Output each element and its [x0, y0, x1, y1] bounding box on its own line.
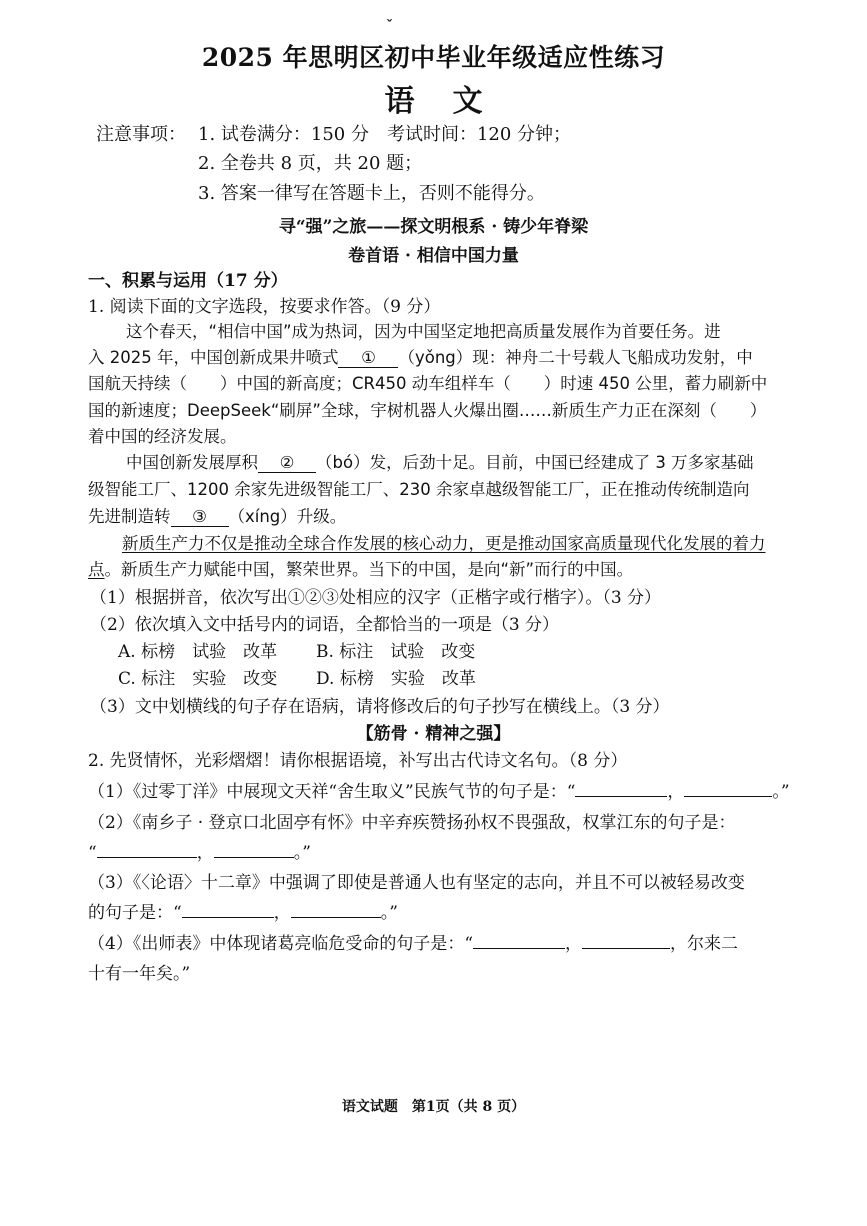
option-a: A. 标榜 试验 改革 — [118, 642, 278, 662]
para3-line2 — [88, 556, 633, 580]
option-d: D. 标榜 实验 改革 — [316, 669, 476, 689]
notes-item-2: 2. 全卷共 8 页，共 20 题； — [198, 153, 423, 174]
poem-item-4-text: （4）《出师表》中体现诸葛亮临危受命的句子是：“ — [88, 934, 474, 954]
page-footer: 语文试题 第1页（共 8 页） — [341, 1099, 526, 1115]
poem-item-2-line1: （2）《南乡子 · 登京口北固亭有怀》中辛弃疾赞扬孙权不畏强敌，权掌江东的句子是： — [88, 813, 736, 833]
part2-heading: 【筋骨 · 精神之强】 — [356, 724, 511, 744]
poem-item-1-text: （1）《过零丁洋》中展现文天祥“舍生取义”民族气节的句子是：“ — [88, 782, 576, 802]
faulty-sentence-end: 点 — [88, 560, 105, 579]
closing-quote: 。” — [772, 782, 790, 802]
question2-stem: 2. 先贤情怀，光彩熠熠！请你根据语境，补写出古代诗文名句。（8 分） — [88, 751, 628, 771]
answer-blank[interactable] — [97, 843, 197, 858]
answer-blank[interactable] — [575, 782, 667, 797]
closing-quote: 。” — [380, 903, 398, 923]
poem-item-4-line1 — [88, 929, 738, 954]
para2-line3 — [88, 503, 346, 527]
poem-item-4-line2: 十有一年矣。” — [88, 964, 191, 984]
para1-line2 — [88, 344, 753, 368]
blank-1: ① — [338, 348, 398, 368]
para2-line3-b: （xíng）升级。 — [228, 507, 347, 526]
para1-line4: 国的新速度；DeepSeek“刷屏”全球，宇树机器人火爆出圈……新质生产力正在深刻（ ） — [88, 401, 767, 420]
para2-line1-b: （bó）发，后劲十足。目前，中国已经建成了 3 万多家基础 — [316, 453, 754, 472]
para2-line2: 级智能工厂、1200 余家先进级智能工厂、230 余家卓越级智能工厂，正在推动传统制造向 — [88, 480, 750, 499]
para1-line5: 着中国的经济发展。 — [88, 427, 237, 446]
para2-line1-a: 中国创新发展厚积 — [126, 453, 258, 472]
top-mark: ˇ — [386, 18, 393, 34]
poem-item-2-line2 — [88, 838, 311, 863]
poem-item-3-line2 — [88, 898, 398, 923]
blank-2: ② — [258, 453, 316, 473]
poem-item-3-line1: （3）《〈论语〉十二章》中强调了即使是普通人也有坚定的志向，并且不可以被轻易改变 — [88, 873, 745, 893]
comma: ， — [667, 782, 685, 802]
answer-blank[interactable] — [182, 903, 274, 918]
para1-line2-a: 入 2025 年，中国创新成果井喷式 — [88, 348, 339, 367]
open-quote: “ — [88, 843, 97, 863]
subquestion-2: （2）依次填入文中括号内的词语，全都恰当的一项是（3 分） — [90, 615, 560, 635]
comma: ， — [273, 903, 291, 923]
para1-line2-b: （yǒng）现：神舟二十号载人飞船成功发射，中 — [398, 348, 753, 367]
para2-line3-a: 先进制造转 — [88, 507, 171, 526]
preface-title: 卷首语 · 相信中国力量 — [348, 246, 519, 266]
section1-heading: 一、积累与运用（17 分） — [88, 271, 288, 291]
notes-item-3: 3. 答案一律写在答题卡上，否则不能得分。 — [198, 183, 545, 204]
notes-item-1: 1. 试卷满分：150 分 考试时间：120 分钟； — [198, 124, 572, 145]
para3-line2-rest: 。新质生产力赋能中国，繁荣世界。当下的中国，是向“新”而行的中国。 — [104, 560, 634, 579]
para1-line1: 这个春天，“相信中国”成为热词，因为中国坚定地把高质量发展作为首要任务。进 — [126, 322, 721, 341]
answer-blank[interactable] — [291, 903, 381, 918]
answer-blank[interactable] — [473, 934, 565, 949]
answer-blank[interactable] — [582, 934, 670, 949]
para2-line1 — [126, 449, 754, 473]
option-b: B. 标注 试验 改变 — [316, 642, 476, 662]
poem-item-4-tail: ，尔来二 — [670, 934, 739, 954]
comma: ， — [196, 843, 214, 863]
faulty-sentence-line1: 新质生产力不仅是推动全球合作发展的核心动力，更是推动国家高质量现代化发展的着力 — [122, 534, 766, 553]
subquestion-1: （1）根据拼音，依次写出①②③处相应的汉字（正楷字或行楷字）。（3 分） — [90, 588, 662, 608]
exam-title: 2025 年思明区初中毕业年级适应性练习 — [201, 43, 666, 72]
theme-title: 寻“强”之旅——探文明根系 · 铸少年脊梁 — [278, 217, 589, 237]
poem-item-3-text: 的句子是：“ — [88, 903, 182, 923]
subquestion-3: （3）文中划横线的句子存在语病，请将修改后的句子抄写在横线上。（3 分） — [90, 697, 670, 717]
blank-3: ③ — [171, 507, 229, 527]
question1-stem: 1. 阅读下面的文字选段，按要求作答。（9 分） — [88, 297, 441, 317]
notes-label: 注意事项： — [96, 124, 186, 145]
answer-blank[interactable] — [684, 782, 772, 797]
closing-quote: 。” — [293, 843, 311, 863]
comma: ， — [565, 934, 583, 954]
option-c: C. 标注 实验 改变 — [118, 669, 278, 689]
subject-title: 语文 — [384, 84, 521, 119]
para1-line3: 国航天持续（ ）中国的新高度；CR450 动车组样车（ ）时速 450 公里，蓄力刷新中 — [88, 374, 768, 393]
poem-item-1 — [88, 777, 790, 802]
answer-blank[interactable] — [214, 843, 294, 858]
